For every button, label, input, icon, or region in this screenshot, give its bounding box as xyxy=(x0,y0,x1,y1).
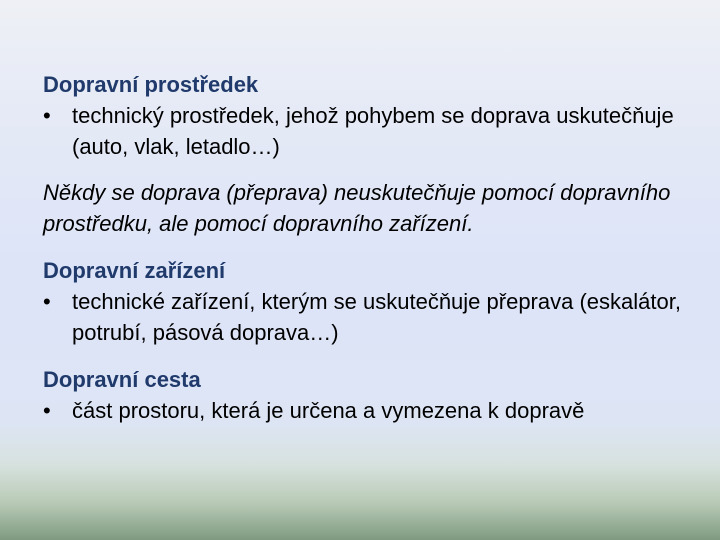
section-heading: Dopravní cesta xyxy=(43,367,201,392)
section-dopravni-prostredek xyxy=(43,70,703,162)
section-dopravni-zarizeni xyxy=(43,256,703,348)
bullet-text: část prostoru, která je určena a vymezena k dopravě xyxy=(72,398,585,423)
section-dopravni-cesta xyxy=(43,365,703,426)
bullet-item xyxy=(43,395,703,426)
bullet-item xyxy=(43,100,703,162)
italic-note: Někdy se doprava (přeprava) neuskutečňuje pomocí dopravního prostředku, ale pomocí dopravního zařízení. xyxy=(43,180,671,236)
bullet-icon: • xyxy=(43,103,51,128)
section-heading: Dopravní zařízení xyxy=(43,258,226,283)
bullet-text: technický prostředek, jehož pohybem se doprava uskutečňuje (auto, vlak, letadlo…) xyxy=(72,103,674,159)
section-heading: Dopravní prostředek xyxy=(43,72,259,97)
bullet-icon: • xyxy=(43,289,51,314)
note-block xyxy=(43,177,703,239)
slide-content xyxy=(43,70,703,426)
bullet-item xyxy=(43,286,703,348)
bullet-text: technické zařízení, kterým se uskutečňuje přeprava (eskalátor, potrubí, pásová doprava…) xyxy=(72,289,681,345)
bullet-icon: • xyxy=(43,398,51,423)
